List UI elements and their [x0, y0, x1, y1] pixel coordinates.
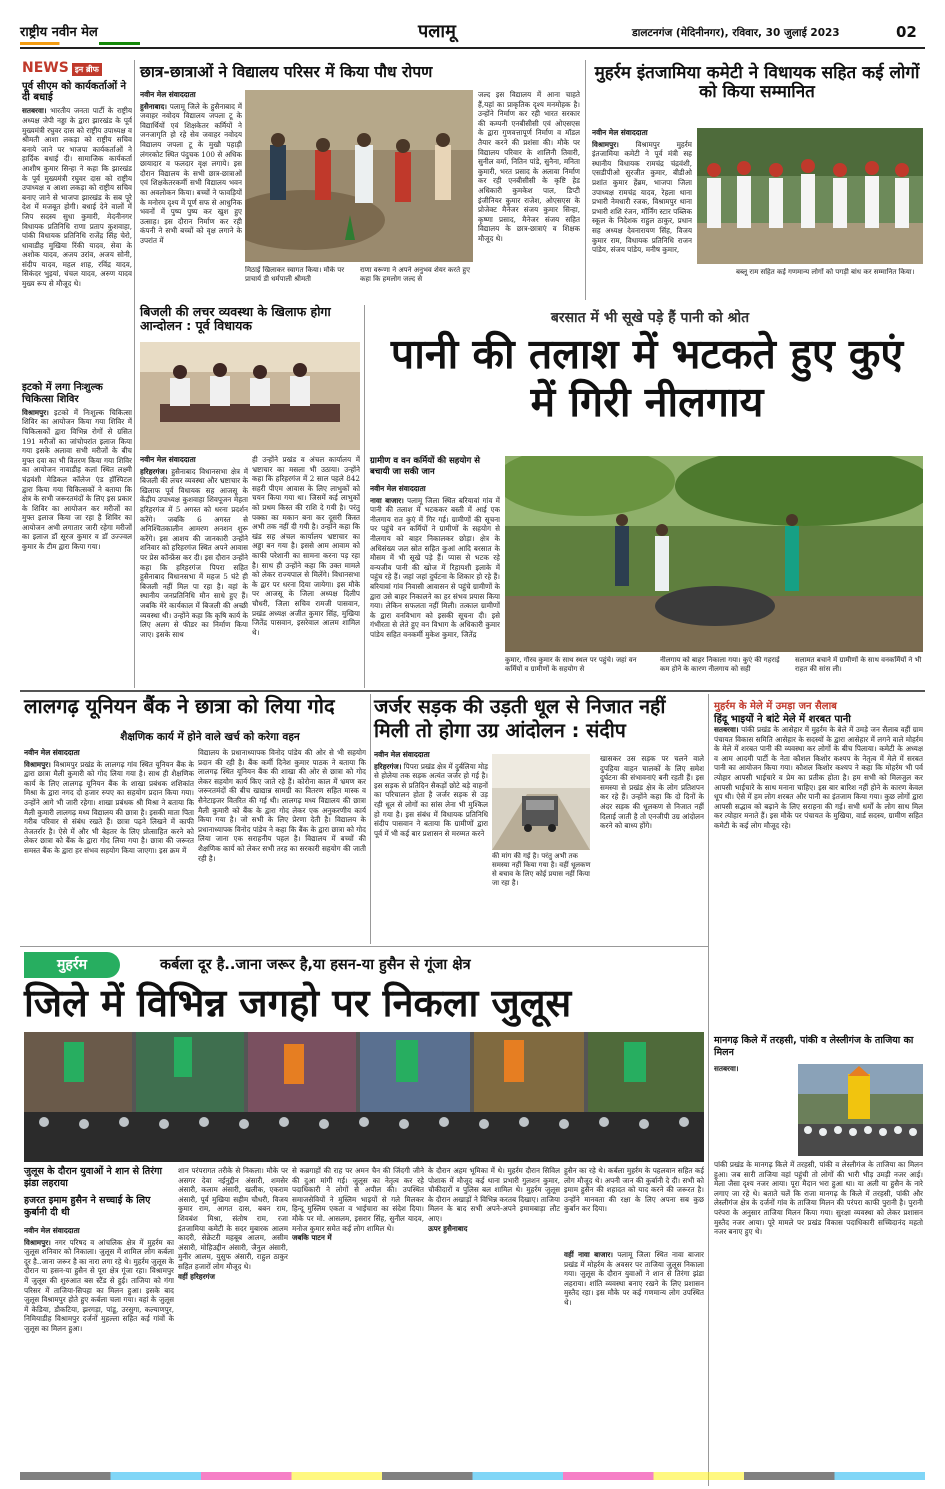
mela-headline: मुहर्रम के मेले में उमड़ा जन सैलाब	[714, 701, 837, 712]
juloos-photo-strip	[24, 1032, 704, 1162]
nilgai-caption-1: कुमार, गौरव कुमार के साथ स्थल पर पहुंचे। जहां वन कर्मियों व ग्रामीणों के सहयोग से	[505, 656, 637, 673]
juloos-kicker: कर्बला दूर है..जाना जरूर है,या हसन-या हुसैन से गूंजा क्षेत्र	[160, 957, 471, 973]
muharram-committee-body: नवीन मेल संवाददाता विश्रामपुर। विश्रामपुर मुहर्रम इंतजामिया कमेटी ने पूर्व मंत्री सह स्थानीय विधायक रामचंद्र चंद्रवंशी, एसडीपीओ सुरजीत कुमार, बीडीओ प्रशांत कुमार हेंब्रम, भाजपा जिला उपाध्यक्ष रामचंद्र यादव, रेहला थाना प्रभारी नेमधारी रजक, विश्रामपुर थाना प्रभारी शशि रंजन, मॉर्निंग स्टार पब्लिक स्कूल के निदेशक राहुल ठाकुर, प्रधान सह अध्यक्ष देवनारायण सिंह, विजय कुमार राम, विधायक प्रतिनिधि राजन पांडेय, संजय पांडेय, मनीष कुमार,	[592, 128, 692, 255]
mela-photo	[798, 1064, 923, 1156]
mela-body-2: पांकी प्रखंड के मानगढ़ किले में तरहसी, पांकी व लेस्लीगंज के ताजिया का मिलन हुआ। जब सारी ताजिया वहां पहुंची तो लोगों की भारी भीड़ उमड़ी नजर आई। मेला जैसा दृश्य नजर आया। पूरा मैदान भरा हुआ था। या अली या हुसैन के नारे लगाए जा रहे थे। बताते चलें कि राजा मानगढ़ के किले में तरहसी, पांकी और लेस्लीगंज क्षेत्र के दर्जनों गांव के ताजिया मिलन की परंपरा काफी पुरानी है। पुरानी परंपरा के अनुसार ताजिया मिलन किया गया। सुरक्षा व्यवस्था को लेकर प्रशासन मुस्तैद नजर आया। पूरे मामले पर प्रखंड विकास पदाधिकारी सच्चिदानंद महतो नजर बनाए हुए थे।	[714, 1160, 923, 1237]
muharram-committee-headline: मुहर्रम इंतजामिया कमेटी ने विधायक सहित कई लोगों को किया सम्मानित	[594, 63, 920, 103]
color-registration-bar	[20, 1472, 925, 1480]
bank-headline: लालगढ़ यूनियन बैंक ने छात्रा को लिया गोद	[24, 694, 335, 718]
muharram-committee-photo	[697, 128, 923, 264]
nilgai-photo	[505, 456, 923, 652]
nilgai-kicker: बरसात में भी सूखे पड़े हैं पानी को श्रोत	[550, 310, 750, 326]
column-divider	[370, 694, 371, 944]
tricolor-bar	[20, 42, 140, 45]
juloos-col4: के दौरान अहम भूमिका में थे। मुहर्रम दौरान सिविल पोशाक में मौजूद कई थाना प्रभारी गुलशन कुमार, चौकीदारों व पुलिस बल शामिल थे। मुहर्रम जुलूस के दौरान अखाड़ों ने विभिन्न करतब दिखाए। ताजिया मिलन के बाद सभी अपने-अपने इमामबाड़ा लौट आए। ऊपर हुसैनाबाद	[428, 1166, 560, 1233]
juloos-col2: शान परंपरागत तरीके से निकला। मौके पर असगर देवा नईनुद्दीन अंसारी, शमसेर अंसारी, कलाम अंसारी, खलीक, एकराम अंसारी, पूर्व मुखिया सहीम चौधरी, विजय कुमार राम, आगत दास, बबन राम, शिवबंश मिश्रा, संतोष राम, रजा इंतजामिया कमेटी के सदर मुबारक आलम कादरी, सेक्रेटरी महबूब आलम, असीम अंसारी, मोहिउद्दीन अंसारी, जैनुल अंसारी, मुनीर आलम, युसुफ अंसारी, राहुल ठाकुर सहित हजारों लोग मौजूद थे। वहीं हरिहरगंज	[178, 1166, 288, 1281]
muharram-committee-caption: बब्लू राम सहित कई गणमान्य लोगों को पगड़ी बांध कर सम्मानित किया।	[736, 268, 915, 276]
column-divider	[134, 60, 135, 688]
bank-col1: नवीन मेल संवाददाता विश्रामपुर। विश्रामपुर प्रखंड के लालगढ़ गांव स्थित यूनियन बैंक के द्वारा छात्रा मैली कुमारी को गोद लिया गया है। साथ ही शैक्षणिक कार्य के लिए लालगढ़ यूनियन बैंक के शाखा प्रबंधक शशिकांत मिश्रा के द्वारा नगद दो हजार रुपए का सहयोग प्रदान किया गया। उन्होंने आगे भी जारी रहेगा। शाखा प्रबंधक श्री मिश्रा ने बताया कि मैली कुमारी लालगढ़ मध्य विद्यालय की छात्रा है। इसकी माता पिता गरीब परिवार से संबंध रखते हैं। छात्रा पढ़ने लिखने में काफी तेजतर्रार है। ऐसे में और भी बेहतर के लिए प्रोत्साहित करने को लेकर छात्रा को बैंक के द्वारा गोद लिया गया है। छात्रा की जरूरत समस्त बैंक के द्वारा हर संभव सहयोग किया जाएगा। इस क्रम में	[24, 748, 194, 855]
plantation-caption-2: राणा वरूणा ने अपने अनुभव शेयर करते हुए कहा कि हमलोग जल्द से	[360, 266, 470, 283]
dateline: डालटनगंज (मेदिनीनगर), रविवार, 30 जुलाई 2023	[632, 27, 840, 39]
news-badge: NEWS	[22, 60, 69, 76]
electricity-headline: बिजली की लचर व्यवस्था के खिलाफ होगा आन्दोलन : पूर्व विधायक	[140, 304, 331, 333]
muharram-label: मुहर्रम	[24, 952, 120, 978]
column-divider	[708, 694, 709, 1486]
brief-body-2: विश्रामपुर। इटको में निःशुल्क चिकित्सा शिविर का आयोजन किया गया शिविर में चिकित्सकों द्वारा विभिन्न रोगों से ग्रसित 191 मरीजों का जांचोपरांत इलाज किया गया इसके अलावा सभी मरीजों के बीच मुफ्त दवा का भी वितरण किया गया शिविर का आयोजन नावाडीह कलां स्थित लक्ष्मी चंद्रवंशी मेडिकल कॉलेज एंड हॉस्पिटल द्वारा किया गया चिकित्सकों ने बताया कि क्षेत्र के सभी जरूरतमंदों के लिए इस प्रकार के शिविर का आयोजन कर मरीजों का मुफ्त इलाज किया जा रहा है शिविर का आयोजन अभी लगातार जारी रहेगा मरीजों का इलाज डॉ सूरज कुमार व डॉ उज्ज्वल कुमार के टीम द्वारा किया गया।	[22, 407, 132, 552]
in-brief-label: इन ब्रीफ	[72, 63, 102, 76]
nilgai-subhead: ग्रामीण व वन कर्मियों की सहयोग से बचायी जा सकी जान	[370, 456, 480, 477]
page-number: 02	[896, 23, 917, 41]
news-brief-column	[22, 60, 132, 680]
mela-body-2-left: सतबरवा।	[714, 1064, 739, 1073]
road-col1: नवीन मेल संवाददाता हरिहरगंज। पिपरा प्रखंड क्षेत्र में दुर्बलिया मोड़ से होलेया तक सड़क अत्यंत जर्जर हो गई है। इस सड़क से प्रतिदिन सैकड़ों छोटे बड़े वाहनों का परिचालन होता है जर्जर सड़क से उड़ रही धूल से लोगों का सांस लेना भी मुश्किल हो गया है। इस संबंध में विधायक प्रतिनिधि संदीप पासवान ने बताया कि ग्रामीणों द्वारा पूर्व में भी कई बार प्रशासन से मरम्मत करने	[374, 750, 488, 838]
paper-logo: राष्ट्रीय नवीन मेल	[20, 25, 98, 40]
road-headline: जर्जर सड़क की उड़ती धूल से निजात नहीं मिली तो होगा उग्र आंदोलन : संदीप	[374, 695, 666, 742]
column-divider	[585, 60, 586, 300]
mela-body: सतबरवा। पांकी प्रखंड के आसेहार में मुहर्रम के बेले में उमड़े जन सैलाब वहीं ग्राम पंचायत विकास समिति आसेहार के सदस्यों के द्वारा आसेहार में लगने वाले मोहर्रम के मेले में शरबत पानी की व्यवस्था कर लोगों के बीच पिलाया। कमेटी के अध्यक्ष व आम आदमी पार्टी के नेता कौशल किशोर कश्यप के नेतृत्व में मेले में सरबत पानी का आयोजन किया गया। कौशल किशोर कश्यप ने कहा कि मोहर्रम भी पर्व त्योहार आपसी भाईचारे व प्रेम का प्रतीक होता है। हम सभी को मिलजुल कर आपसी भाईचारे के साथ मनाना चाहिए। इस बार बारिश नहीं होने के कारण केवल धूप थी। ऐसे में हम लोग शरबत और पानी का इंतजाम किया गया। कुछ लोगों द्वारा आपसी सद्भाव को बढ़ाने के लिए सराहना की गई। सभी धर्मों के लोग साथ मिल कर त्योहार मनाते हैं। इस मौके पर पंचायत के मुखिया, वार्ड सदस्य, ग्रामीण सहित कमेटी के कई लोग मौजूद रहे।	[714, 725, 923, 830]
juloos-headline: जिले में विभिन्न जगहो पर निकला जुलूस	[24, 981, 572, 1025]
plantation-col1: नवीन मेल संवाददाता हुसैनाबाद। पलामू जिले के हुसैनाबाद में जवाहर नवोदय विद्यालय जपला टू के विद्यार्थियों एवं शिक्षकेतर कर्मियों ने जनजागृति हो रहे सेव जवाहर नवोदय विद्यालय जपला टू के मुखौ पहाड़ी लंगरकोट स्थित पंदुचक 100 से अधिक छायादार व फलदार वृक्ष लगाये। इस दौरान विद्यालय के सभी छात्र-छात्राओं एवं शिक्षकेतरकर्मी सभी विद्यालय भवन का अवलोकन किया। बच्चों ने फावड़ियों के मनोरम दृश्य में पूर्ण सफ से आधुनिक भवनों में पुष्प पुष्प कर खुश हुए उत्साह। इस दौरान निर्माण कर रही कंपनी ने सभी बच्चों को वृक्ष लगाने के उपरांत में	[140, 90, 242, 245]
news-brief-header	[22, 60, 132, 76]
juloos-col5: हुसैन का रहे थे। कर्बला मुहर्रम के पहलवान सहित कई लोग मौजूद थे। अपनी जान की कुर्बानी दे दी। सभी को इमाम हुसैन की शहादत को याद करने की जरूरत है। उन्होंने मानवता की रक्षा के लिए अपना सब कुछ कुर्बान कर दिया।	[564, 1166, 704, 1214]
mela-subhead: हिंदू भाइयों ने बांटे मेले में शरबत पानी	[714, 714, 851, 725]
electricity-col1: नवीन मेल संवाददाता हरिहरगंज। हुसैनाबाद विधानसभा क्षेत्र में बिजली की लचर व्यवस्था और भ्रष्टाचार के खिलाफ पूर्व विधायक सह आजसू के केंद्रीय उपाध्यक्ष कुशवाहा शिवपूजन मेहता हरिहरगंज में 5 अगस्त को धरना प्रदर्शन करेंगे। जबकि 6 अगस्त से अनिश्चितकालीन आमरण अनशन शुरू करेंगे। इस आशय की जानकारी उन्होंने शनिवार को हरिहरगंज स्थित अपने आवास पर प्रेस कॉन्फ्रेंस कर दी। इस दौरान उन्होंने कहा कि हरिहरगंज पिपरा सहित हुसैनाबाद विधानसभा में महज 5 घंटे ही बिजली नहीं मिल पा रहा है। वहां के स्थानीय जनप्रतिनिधि मौन साधे हुए हैं। जबकि मेरे कार्यकाल में बिजली की अच्छी व्यवस्था थी। उन्होंने कहा कि कृषि कार्य के लिए अलग से फीडर का निर्माण किया जाए। इसके साथ	[140, 455, 248, 639]
plantation-caption-1: मिठाई खिलाकर स्वागत किया। मौके पर प्राचार्य डी धर्मपाली श्रीमती	[245, 266, 345, 283]
brief-headline-1: पूर्व सीएम को कार्यकर्ताओं ने दी बधाई	[22, 81, 127, 104]
masthead-rule	[20, 47, 925, 49]
plantation-headline: छात्र-छात्राओं ने विद्यालय परिसर में किया पौध रोपण	[140, 63, 433, 81]
nilgai-caption-3: सलामत बचाने में ग्रामीणों के साथ वनकर्मियों ने भी राहत की सांस ली।	[795, 656, 922, 673]
juloos-col3: से कब्रगाहों की राह पर अमन चैन की जिंदगी जीने की दुआ मांगी गई। जुलूस का नेतृत्व कर रहे पदाधिकारी ने लोगों से अपील की। उपस्थित समाजसेवियों ने मुस्लिम भाइयों से गले मिलकर हिन्दू मुस्लिम एकता व भाईचारा का संदेश दिया। मौके पर मो. आसलम, इसरार सिंह, सुनील यादव, मनोज कुमार समेत कई लोग शामिल थे। जबकि पाटन में	[292, 1166, 424, 1243]
bank-subhead: शैक्षणिक कार्य में होने वाले खर्च को करेगा वहन	[120, 731, 300, 743]
juloos-col1: नवीन मेल संवाददाता विश्रामपुर। नगर परिषद व आंचलिक क्षेत्र में मुहर्रम का जुलूस शनिवार को निकाला। जुलूस में शामिल लोग कर्बला दूर है..जाना जरूर है का नारा लगा रहे थे। मुहर्रम जुलूस के दौरान या हसन-या हुसैन से पूरा क्षेत्र गूंजा रहा। विश्रामपुर में जुलूस की शुरुआत बस स्टैंड से हुई। ताजिया को गंगा परिसर में ताजिया-सिपहा का मिलन हुआ। इसके बाद जुलूस विश्रामपुर होते हुए कर्बला चला गया। वहां के जुलूस में केडिया, डौकटिया, झरगड़ा, पांडू, उरसुगा, कल्याणपुर, निमियाडीह विश्रामपुर दर्जनों मुहल्ला सहित कई गांवों के जुलूस का मिलन हुआ।	[24, 1226, 174, 1333]
road-col2: खासकर उस सड़क पर चलने वाले दुपहिया वाहन चालकों के लिए समेश दुर्घटना की संभावनाएं बनी रहती हैं। इस समस्या से प्रखंड क्षेत्र के लोग प्रतिशपन कर रहे हैं। उन्होंने कहा कि दो दिनों के अंदर सड़क की धूलकण से निजात नहीं दिलाई जाती है तो एनजीपी उग्र आंदोलन करने को बाध्य होंगे।	[600, 754, 704, 831]
plantation-photo	[245, 90, 473, 262]
mela-subhead-2: मानगढ़ किले में तरहसी, पांकी व लेस्लीगंज के ताजिया का मिलन	[714, 1035, 914, 1058]
electricity-col2: ही उन्होंने प्रखंड व अंचल कार्यालय में भ्रष्टाचार का मसला भी उठाया। उन्होंने कहा कि हरिहरगंज में 2 साल पहले 842 सहरी पीएम आवास के लिए लाभुकों को चयन किया गया था। जिसमें कई लाभुकों को प्रथम किस्त की राशि दे गयी है। परंतु पक्का का मकान बना कर दूसरी किस्त अभी तक नहीं दी गयी है। उन्होंने कहा कि खंड सह अंचल कार्यालय भ्रष्टाचार का अड्डा बन गया है। इससे आम आवाम को काफी परेशानी का सामना करना पड़ रहा है। साथ ही उन्होंने कहा कि उक्त मामले को लेकर राज्यपाल से मिलेंगे। विधानसभा के द्वार पर धरना दिया जायेगा। इस मौके पर आजसू के जिला अध्यक्ष दिलीप चौधरी, जिला सचिव रामजी पासवान, प्रखंड अध्यक्ष अजीत कुमार सिंह, मुखिया जितेंद्र पासवान, इसरेवाल आलम शामिल थे।	[252, 455, 360, 637]
juloos-side-head-1: जुलूस के दौरान युवाओं ने शान से तिरंगा झंडा लहराया	[24, 1166, 162, 1189]
brief-headline-2: इटको में लगा निःशुल्क चिकित्सा शिविर	[22, 382, 103, 405]
electricity-photo	[140, 342, 360, 450]
column-divider	[364, 305, 365, 688]
juloos-side-head-2: हजरत इमाम हुसैन ने सच्चाई के लिए कुर्बानी दी थी	[24, 1195, 151, 1218]
brief-body-1: सतबरवा। भारतीय जनता पार्टी के राष्ट्रीय अध्यक्ष जेपी नड्डा के द्वारा झारखंड के पूर्व मुख्यमंत्री रघुवर दास को राष्ट्रीय उपाध्यक्ष व श्रीमती आशा लकड़ा को राष्ट्रीय सचिव बनाये जाने पर भाजपा कार्यकर्ताओं ने हार्दिक बधाई दी। सामाजिक कार्यकर्ता आशीष कुमार सिन्हा ने कहा कि झारखंड के पूर्व मुख्यमंत्री रघुवर दास को राष्ट्रीय उपाध्यक्ष व आशा लकड़ा को राष्ट्रीय सचिव बनाए जाने से भाजपा झारखंड के सब पूरे देश में मजबूत होगी। बधाई देने वालों में जिप सदस्य सुधा कुमारी, मेदनीनगर विधायक प्रतिनिधि राणा प्रताप कुशवाहा, पांकी विधायक प्रतिनिधि राजेंद्र सिंह चेरो, धावाडीह मुखिया रिंकी यादव, सेवा के अशोक यादव, अजय उरांव, अजय सोनी, संदीप यादव, महल शाह, रविंद्र यादव, सिकंदर भुइयां, चंचल यादव, अरुण यादव मुख्य रूप से मौजूद थे।	[22, 106, 132, 289]
road-photo	[492, 754, 590, 850]
section-divider	[20, 946, 708, 947]
plantation-col2: जल्द इस विद्यालय में आना चाहते हैं,यहां का प्राकृतिक दृश्य मनमोहक है। उन्होंने निर्माण कर रही भारत सरकार की कम्पनी एनबीसीसी एवं ओएसएस के द्वारा गुणवत्तापूर्ण निर्माण व मॉडल तैयार करने की प्रशंसा की। मौके पर विद्यालय परिवार के शालिनी तिवारी, सुनील वर्मा, नितिन पांडे, सुनैना, मनिता कुमारी, भरत प्रसाद के अलावा निर्माण कर रही एनबीसीसी के कृष्टि हेड अधिकारी कुमकेश पाल, डिप्टी इंजीनियर कुमार राजेश, ओएसएस के प्रोजेक्ट मैनेजर संजय कुमार सिन्हा, कृष्णा प्रसाद, मैनेजर संजय सहित विद्यालय के छात्र-छात्राएं व शिक्षक मौजूद थे।	[478, 90, 580, 243]
section-title: पलामू	[418, 21, 456, 42]
nilgai-headline: पानी की तलाश में भटकते हुए कुएं में गिरी नीलगाय	[390, 330, 904, 426]
section-divider	[20, 690, 925, 692]
nilgai-body: नवीन मेल संवाददाता नावा बाजार। पलामू जिला स्थित बरियावां गांव में पानी की तलाश में भटककर बस्ती में आई एक नीलगाय रात कुएं में गिर गई। ग्रामीणों की सूचना पर पहुंचे वन कर्मियों ने ग्रामीणों के सहयोग से नीलगाय को बाहर निकालकर छोड़ा। क्षेत्र के अधिसंख्य जल स्रोत सहित कुआं आदि बरसात के मौसम में भी सूखे पड़े हैं। प्यास से भटक रहे वन्यजीव पानी की खोज में रिहायशी इलाके में पहुंच रहे हैं। जहां जहां दुर्घटना के शिकार हो रहे हैं। बरियावां गांव निवासी आवासन से पहुंचे ग्रामीणों के द्वारा उसे बाहर निकालने का हर संभव प्रयास किया गया। लेकिन सफलता नहीं मिली। तत्काल ग्रामीणों के द्वारा वनविभाग को इसकी सूचना दी। इसे गंभीरता से लेते हुए वन विभाग के अधिकारी कुमार पांडेय सहित वनकर्मी मुकेश कुमार, जितेंद्र	[370, 484, 500, 639]
masthead	[0, 18, 945, 48]
bank-col2: विद्यालय के प्रधानाध्यापक विनोद पांडेय की ओर से भी सहयोग प्रदान की रही है। बैंक कर्मी दिनेश कुमार पाठक ने बताया कि लालगढ़ स्थित यूनियन बैंक की शाखा की ओर से छात्रा को गोद लेकर सहयोग कार्य किए जाते रहे हैं। कोरोना काल में भ्रमण कर जरूरतमंदों की बीच खाद्यान्न सामग्री का वितरण सहित मास्क व सैनेटाइजर वितरित की गई थी। लालगढ़ मध्य विद्यालय की छात्रा मैली कुमारी को बैंक के द्वारा गोद लेकर एक अनुकरणीय कार्य किया गया है। जो सभी के लिए प्रेरणा देती है। विद्यालय के प्रधानाध्यापक विनोद पांडेय ने कहा कि बैंक के द्वारा छात्रा को गोद लिया जाना एक सराहनीय पहल है। विद्यालय में बच्चों की शैक्षणिक कार्य को लेकर सभी तरह का सरकारी सहयोग की जाती रही है।	[198, 748, 366, 863]
juloos-col6: वहीं नावा बाजार। पलामू जिला स्थित नावा बाजार प्रखंड में मोहर्रम के अवसर पर ताजिया जुलूस निकाला गया। जुलूस के दौरान युवाओं ने शान से तिरंगा झंडा लहराया। शांति व्यवस्था बनाए रखने के लिए प्रशासन मुस्तैद रहा। इस मौके पर कई गणमान्य लोग उपस्थित थे।	[564, 1250, 704, 1307]
nilgai-caption-2: नीलगाय को बाहर निकाला गया। कुएं की गहराई कम होने के कारण नीलगाय को सही	[660, 656, 780, 673]
road-caption: की मांग की गई है। परंतु अभी तक समस्या नहीं किया गया है। वहीं धूलकण से बचाव के लिए कोई प्रयास नहीं किया जा रहा है।	[492, 852, 591, 887]
